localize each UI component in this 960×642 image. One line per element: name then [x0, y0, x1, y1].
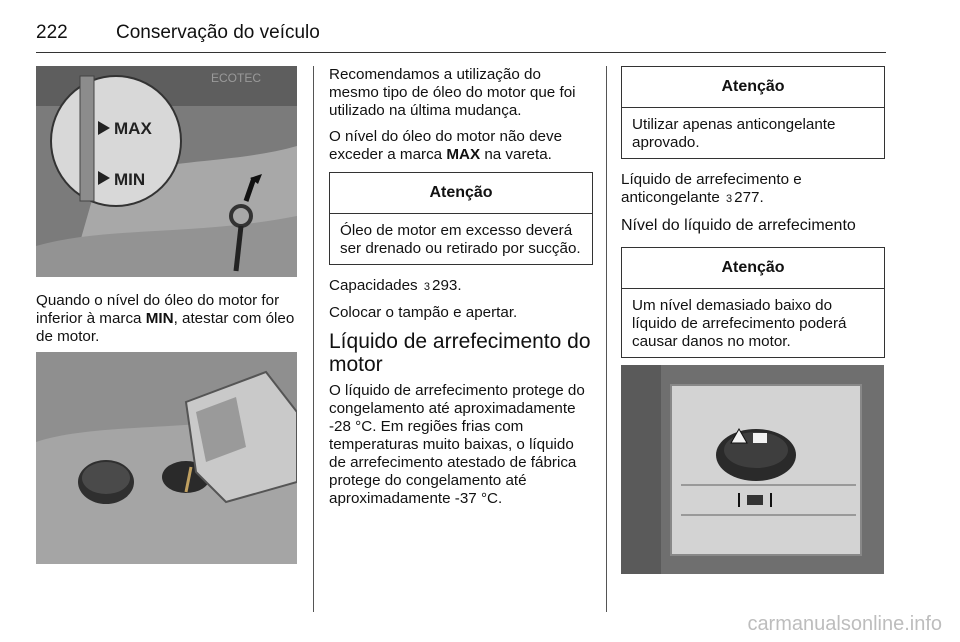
dipstick-min-label: MIN — [114, 170, 146, 189]
caution-box-text: Um nível demasiado baixo do líquido de arrefecimento poderá causar danos no motor. — [632, 297, 847, 350]
caution-box-low-coolant — [621, 247, 885, 358]
caution-box-title: Atenção — [622, 67, 884, 108]
page-header — [36, 22, 886, 53]
paragraph-coolant: O líquido de arrefecimento protege do congelamento até aproximadamente -28 °C. Em regiões frias com temperaturas muito baixas, o líquido de arrefecimento atestado de fábrica protege do congelamento até aproximadamente -37 °C. — [329, 382, 585, 507]
engine-cover-label: ECOTEC — [211, 71, 262, 85]
column-2-text — [329, 66, 593, 516]
oil-filling-photo — [36, 352, 297, 564]
page-reference-arrow-icon: 3 — [726, 193, 733, 205]
section-title-coolant: Líquido de arrefecimento do motor — [329, 330, 591, 376]
watermark: carmanualsonline.info — [747, 613, 942, 635]
caution-box-antifreeze — [621, 66, 885, 159]
page-number: 222 — [36, 22, 68, 43]
column-1-text — [36, 292, 298, 354]
page-title: Conservação do veículo — [116, 22, 320, 43]
caution-box-text: Utilizar apenas anticongelante aprovado. — [632, 116, 836, 151]
page-reference-arrow-icon: 3 — [423, 281, 431, 293]
caution-box-excess-oil — [329, 172, 593, 265]
caution-box-title: Atenção — [330, 173, 592, 214]
paragraph-antifreeze-ref[interactable]: Líquido de arrefecimento e anticongelante 3 277. — [621, 171, 802, 206]
column-3-text — [621, 66, 885, 370]
paragraph-capacities[interactable]: Capacidades 3 293. — [329, 277, 462, 294]
paragraph-recommend: Recomendamos a utilização do mesmo tipo de óleo do motor que foi utilizado na última mudança. — [329, 66, 576, 119]
caution-box-text: Óleo de motor em excesso deverá ser drenado ou retirado por sucção. — [340, 222, 581, 257]
dipstick-max-label: MAX — [114, 119, 152, 138]
caution-box-title: Atenção — [622, 248, 884, 289]
paragraph-add-oil: Quando o nível do óleo do motor for inferior à marca MIN, atestar com óleo de motor. — [36, 292, 295, 345]
dipstick-photo — [36, 66, 297, 277]
column-divider — [313, 66, 314, 612]
coolant-reservoir-photo — [621, 365, 884, 574]
paragraph-cap: Colocar o tampão e apertar. — [329, 304, 518, 321]
paragraph-max: O nível do óleo do motor não deve exceder a marca MAX na vareta. — [329, 128, 563, 163]
subsection-title-coolant-level: Nível do líquido de arrefecimento — [621, 217, 856, 234]
column-divider — [606, 66, 607, 612]
